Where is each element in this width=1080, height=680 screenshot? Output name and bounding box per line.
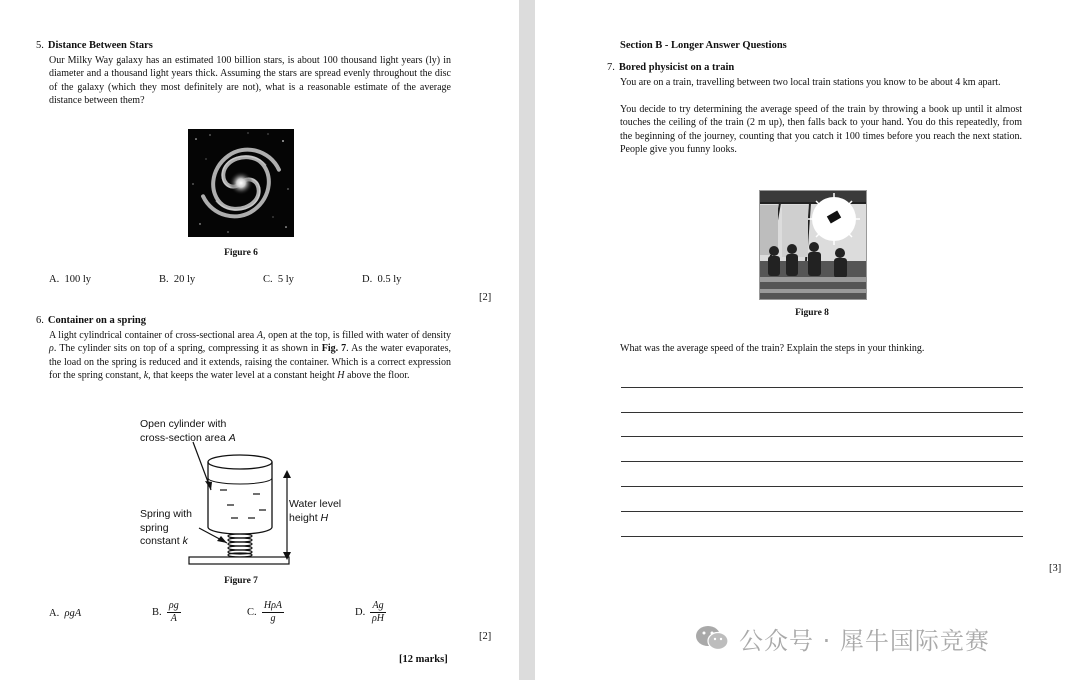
q5-option-d[interactable]: D. 0.5 ly	[362, 274, 402, 285]
q5-options	[0, 274, 519, 288]
wechat-icon	[695, 624, 729, 652]
figure-6-caption: Figure 6	[224, 248, 258, 258]
q6-option-b[interactable]: B. $\frac{\rho g}{A}$	[152, 600, 179, 624]
cylinder-label: Open cylinder with cross-section area A	[140, 418, 236, 444]
figure-7-caption: Figure 7	[224, 576, 258, 586]
q5-marks: [2]	[479, 292, 492, 303]
answer-line[interactable]	[621, 412, 1023, 413]
q6-title: 6. Container on a spring	[36, 315, 146, 326]
q5-option-a[interactable]: A. 100 ly	[49, 274, 92, 285]
q5-text: Our Milky Way galaxy has an estimated 100 billion stars, is about 100 thousand light years (ly) in diameter and a thousand light years thick. Assuming the stars are spread evenly throughout the disc of the galaxy (which they most definitely are not), what is a reasonable estimate of the average distance between them?	[49, 55, 451, 107]
q5-option-c[interactable]: C. 5 ly	[263, 274, 294, 285]
q7-title: 7. Bored physicist on a train	[607, 62, 735, 73]
total-marks: [12 marks]	[399, 654, 448, 665]
answer-line[interactable]	[621, 536, 1023, 537]
left-page	[0, 0, 519, 680]
answer-line[interactable]	[621, 486, 1023, 487]
answer-line[interactable]	[621, 436, 1023, 437]
q6-option-a[interactable]: A. ρgA	[49, 608, 82, 619]
train-image	[759, 190, 867, 300]
q6-option-c[interactable]: C. $\frac{\text{HρA}}{g}$	[247, 600, 283, 624]
answer-line[interactable]	[621, 387, 1023, 388]
q7-marks: [3]	[1049, 563, 1062, 574]
q6-options	[0, 598, 519, 632]
spring-label: Spring with spring constant k	[140, 508, 192, 547]
page-gutter	[519, 0, 535, 680]
q7-question: What was the average speed of the train? Explain the steps in your thinking.	[620, 343, 925, 354]
q5-option-b[interactable]: B. 20 ly	[159, 274, 196, 285]
q6-marks: [2]	[479, 631, 492, 642]
q5-title: 5. Distance Between Stars	[36, 40, 153, 51]
answer-line[interactable]	[621, 461, 1023, 462]
q6-option-d[interactable]: D. $\frac{Ag}{\rho H}$	[355, 600, 385, 624]
q6-text: A light cylindrical container of cross-sectional area A, open at the top, is filled with water of density ρ. The cylinder sits on top of a spring, compressing it as shown in Fig. 7. As the water evaporates, the load on the spring is reduced and it extends, raising the container. Which is a correct expression for the spring constant, k, that keeps the water level at a constant height H above the floor.	[49, 330, 451, 382]
water-level-label: Water level height H	[289, 498, 342, 524]
q7-para-2: You decide to try determining the average speed of the train by throwing a book up until it almost touches the ceiling of the train (2 m up), then falls back to your hand. You do this repeatedly, from the beginning of the journey, counting that you catch it 100 times before you reach the next station. People give you funny looks.	[620, 104, 1022, 156]
figure-8-caption: Figure 8	[795, 308, 829, 318]
right-page	[535, 0, 1080, 680]
wechat-watermark	[695, 621, 1055, 655]
answer-line[interactable]	[621, 511, 1023, 512]
watermark-text: 公众号 · 犀牛国际竞赛	[739, 626, 990, 655]
q7-para-1: You are on a train, travelling between two local train stations you know to be about 4 km apart.	[620, 77, 1001, 88]
galaxy-image	[188, 129, 294, 237]
section-b-title: Section B - Longer Answer Questions	[620, 40, 787, 51]
